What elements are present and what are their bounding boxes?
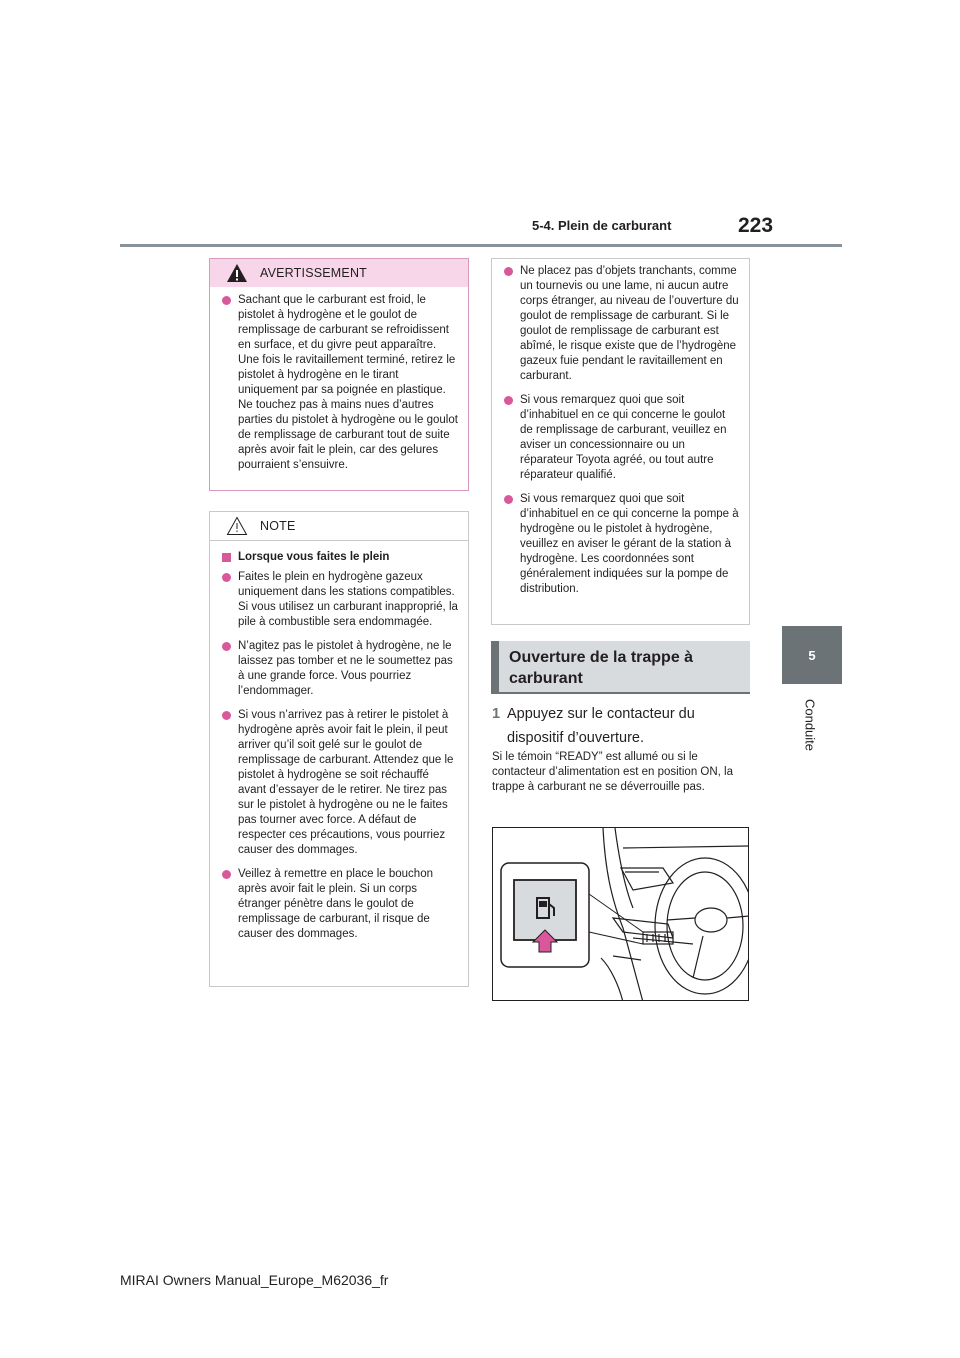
note-item: [220, 708, 458, 858]
step-text: Appuyez sur le contacteur du dispositif d’ouverture.: [507, 706, 695, 746]
step-number: 1: [492, 706, 501, 722]
bullet-icon: [504, 495, 513, 504]
warning-item-text: Si vous remarquez quoi que soit d’inhabituel en ce qui concerne la pompe à hydrogène ou le pistolet à hydrogène, veuillez en aviser le gérant de la station à hydrogène. Les coordonnées sont généralement indiquées sur la pompe de distribution.: [520, 493, 739, 595]
section-heading: Ouverture de la trappe à carburant: [491, 641, 750, 694]
note-box: [209, 511, 469, 987]
bullet-icon: [222, 296, 231, 305]
bullet-icon: [222, 870, 231, 879]
info-paragraph: Si le témoin “READY” est allumé ou si le contacteur d’alimentation est en position ON, la trappe à carburant ne se déverrouille pas.: [492, 751, 733, 793]
section-title: 5-4. Plein de carburant: [532, 218, 672, 233]
bullet-icon: [222, 573, 231, 582]
note-item: [220, 570, 458, 630]
note-item-text: Faites le plein en hydrogène gazeux uniquement dans les stations compatibles. Si vous utilisez un carburant inapproprié, la pile à combustible sera endommagée.: [238, 571, 458, 628]
note-item-text: N’agitez pas le pistolet à hydrogène, ne le laissez pas tomber et ne le soumettez pas à une grande force. Vous pourriez l’endommager.: [238, 640, 453, 697]
bullet-icon: [504, 396, 513, 405]
note-header: [210, 512, 468, 541]
chapter-tab: 5: [782, 626, 842, 684]
note-item: [220, 639, 458, 699]
warning-item: [502, 264, 739, 384]
warning-item-text: Sachant que le carburant est froid, le pistolet à hydrogène et le goulot de remplissage de carburant se refroidissent en surface, et du givre peut apparaître. Une fois le ravitaillement terminé, retirez le pistolet à hydrogène en le tirant uniquement par sa poignée en plastique. Ne touchez pas à mains nues d’autres parties du pistolet à hydrogène ou le goulot de remplissage de carburant tout de suite après avoir fait le plein, car des gelures pourraient s’ensuivre.: [238, 294, 458, 471]
page-number: 223: [738, 214, 774, 237]
note-label: NOTE: [260, 519, 296, 533]
square-bullet-icon: [222, 553, 231, 562]
warning-header: [210, 259, 468, 287]
warning-item: [502, 393, 739, 483]
warning-continued-box: [491, 258, 750, 625]
caution-triangle-icon: [226, 516, 248, 536]
chapter-label: [790, 690, 830, 760]
header-rule: [120, 244, 842, 247]
bullet-icon: [504, 267, 513, 276]
note-item: [220, 867, 458, 942]
chapter-label-text: Conduite: [802, 698, 818, 752]
dashboard-illustration: [493, 828, 749, 1001]
warning-box: [209, 258, 469, 491]
step-1: [491, 702, 751, 750]
note-item-text: Veillez à remettre en place le bouchon après avoir fait le plein. Si un corps étranger pénètre dans le goulot de remplissage de carburant, il risque de causer des dommages.: [238, 868, 433, 940]
warning-item-text: Ne placez pas d’objets tranchants, comme un tournevis ou une lame, ni aucun autre corps étranger, au niveau de l’ouverture du goulot de remplissage de carburant. Si le goulot de remplissage de carburant est abîmé, le risque existe que de l’hydrogène gazeux fuie pendant le ravitaillement en carburant.: [520, 265, 739, 382]
note-item-text: Si vous n’arrivez pas à retirer le pistolet à hydrogène après avoir fait le plein, il peut arriver qu’il soit gelé sur le goulot de remplissage de carburant. Attendez que le pistolet à hydrogène se soit réchauffé avant d’essayer de le retirer. Ne tirez pas sur le pistolet à hydrogène ou ne le faites pas tourner avec force. A défaut de respecter ces précautions, vous pourriez causer des dommages.: [238, 709, 454, 856]
note-subheading-text: Lorsque vous faites le plein: [238, 551, 390, 563]
warning-label: AVERTISSEMENT: [260, 266, 368, 280]
bullet-icon: [222, 642, 231, 651]
warning-item-text: Si vous remarquez quoi que soit d’inhabituel en ce qui concerne le goulot de remplissage de carburant, veuillez en aviser un concessionnaire ou un réparateur Toyota agréé, ou tout autre réparateur qualifié.: [520, 394, 727, 481]
warning-triangle-icon: [226, 263, 248, 283]
footer-text: MIRAI Owners Manual_Europe_M62036_fr: [120, 1272, 389, 1288]
illustration-fuel-door-switch: [492, 827, 749, 1001]
bullet-icon: [222, 711, 231, 720]
warning-item: [502, 492, 739, 597]
warning-item: [220, 293, 458, 473]
note-subheading: [220, 551, 458, 563]
